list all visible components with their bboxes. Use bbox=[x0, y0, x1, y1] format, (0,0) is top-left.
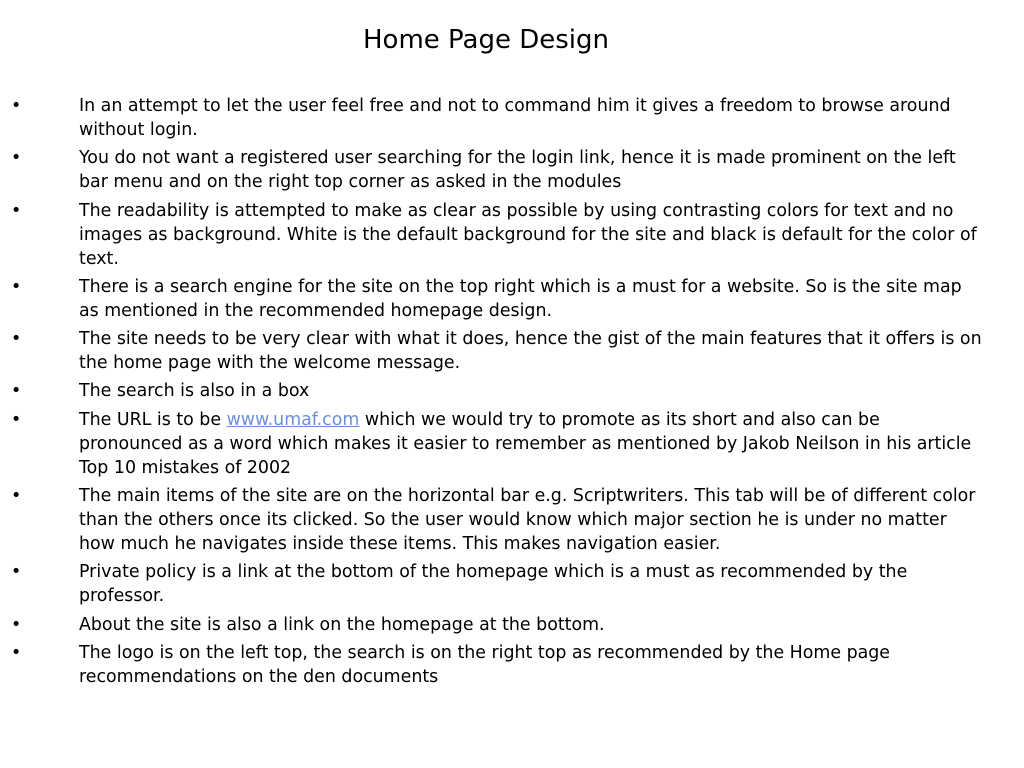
bullet-text: Private policy is a link at the bottom of the homepage which is a must as recommended by the professor. bbox=[79, 562, 908, 607]
bullet-item bbox=[0, 275, 1024, 323]
bullet-text: There is a search engine for the site on the top right which is a must for a website. So is the site map as mentioned in the recommended homepage design. bbox=[79, 276, 962, 321]
bullet-marker: • bbox=[11, 614, 22, 635]
bullet-marker: • bbox=[11, 148, 22, 169]
bullet-marker: • bbox=[11, 200, 22, 221]
bullet-text: The logo is on the left top, the search is on the right top as recommended by the Home page recommendations on the den documents bbox=[79, 642, 890, 687]
bullet-text: The site needs to be very clear with what it does, hence the gist of the main features that it offers is on the home page with the welcome message. bbox=[79, 329, 982, 374]
bullet-item bbox=[0, 94, 1024, 142]
bullet-marker: • bbox=[11, 409, 22, 430]
bullet-text: About the site is also a link on the homepage at the bottom. bbox=[79, 614, 605, 635]
bullet-item bbox=[0, 146, 1024, 194]
url-link[interactable]: www.umaf.com bbox=[226, 409, 360, 430]
bullet-item bbox=[0, 484, 1024, 556]
bullet-marker: • bbox=[11, 486, 22, 507]
bullet-marker: • bbox=[11, 276, 22, 297]
bullet-marker: • bbox=[11, 96, 22, 116]
bullet-text: The main items of the site are on the horizontal bar e.g. Scriptwriters. This tab will be of different color than the others once its clicked. So the user would know which major section he is under no matter how much he navigates inside these items. This makes navigation easier. bbox=[79, 486, 976, 555]
bullet-marker: • bbox=[11, 381, 22, 402]
bullet-text-after-link: which we would try to promote as its short and also can be pronounced as a word which makes it easier to remember as mentioned by Jakob Neilson in his article Top 10 mistakes of 2002 bbox=[79, 409, 972, 478]
slide-title: Home Page Design bbox=[362, 25, 610, 55]
bullet-item bbox=[0, 641, 1024, 689]
bullet-item bbox=[0, 379, 1024, 403]
bullet-text: In an attempt to let the user feel free and not to command him it gives a freedom to browse around without login. bbox=[79, 96, 951, 140]
bullet-text-before-link: The URL is to be bbox=[79, 409, 227, 430]
bullet-item bbox=[0, 327, 1024, 375]
bullet-marker: • bbox=[11, 329, 22, 350]
bullet-text: The search is also in a box bbox=[79, 381, 310, 402]
bullet-item bbox=[0, 560, 1024, 608]
bullet-list bbox=[0, 94, 1024, 693]
bullet-marker: • bbox=[11, 562, 22, 583]
bullet-marker: • bbox=[11, 642, 22, 663]
bullet-item bbox=[0, 613, 1024, 637]
bullet-text: The readability is attempted to make as clear as possible by using contrasting colors for text and no images as background. White is the default background for the site and black is default for the color of text. bbox=[79, 200, 977, 269]
bullet-item bbox=[0, 408, 1024, 480]
bullet-text: You do not want a registered user searching for the login link, hence it is made prominent on the left bar menu and on the right top corner as asked in the modules bbox=[79, 148, 956, 193]
bullet-item bbox=[0, 199, 1024, 271]
